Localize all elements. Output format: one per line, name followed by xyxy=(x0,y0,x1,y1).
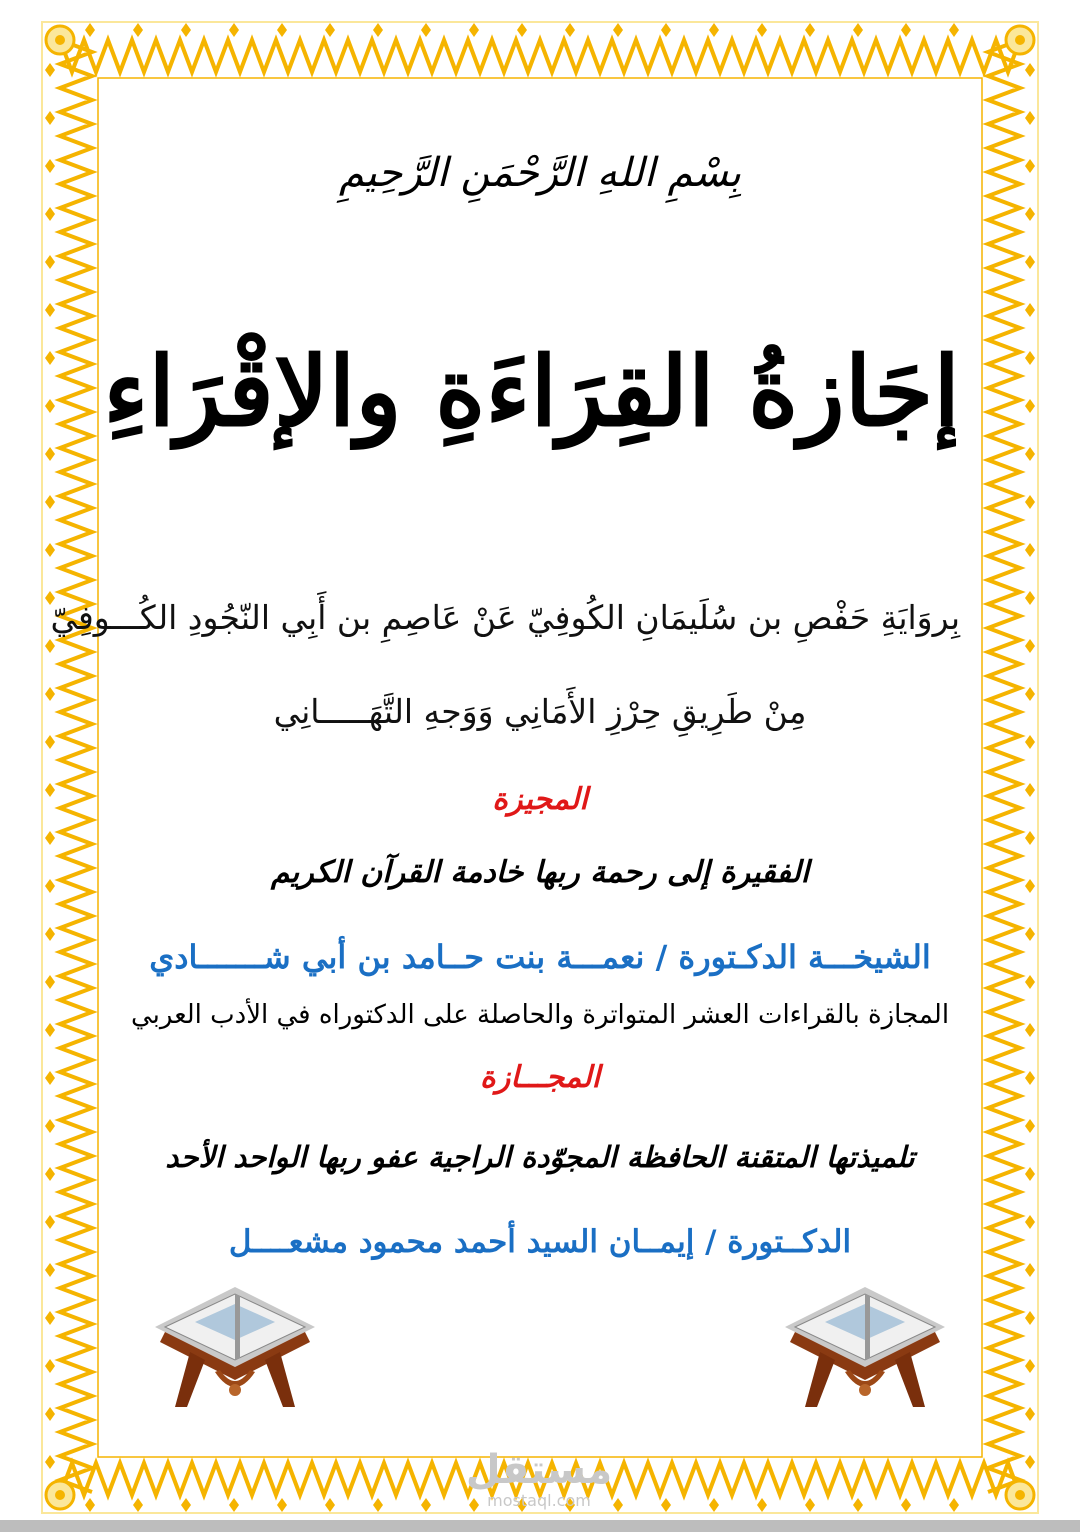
recipient-name: الدكــتورة / إيمــان السيد أحمد محمود مشعــــل xyxy=(228,1224,852,1260)
mujaza-label: المجـــازة xyxy=(480,1060,600,1095)
basmala: بِسْمِ اللهِ الرَّحْمَنِ الرَّحِيمِ xyxy=(338,150,742,196)
grantor-qualification: المجازة بالقراءات العشر المتواترة والحاصلة على الدكتوراه في الأدب العربي xyxy=(130,1000,950,1030)
certificate-title: إجَازةُ القِرَاءَةِ والإقْرَاءِ xyxy=(103,335,960,448)
watermark xyxy=(464,1448,614,1510)
watermark-arabic: مستقل xyxy=(465,1447,613,1493)
tariq-line: مِنْ طَرِيقِ حِرْزِ الأَمَانِي وَوَجهِ التَّهَـــــانِي xyxy=(273,692,807,731)
bottom-bar xyxy=(0,1520,1080,1532)
quran-stand-icon xyxy=(135,1272,335,1412)
quran-stand-icon xyxy=(765,1272,965,1412)
grantor-name: الشيخـــة الدكـتورة / نعمـــة بنت حــامد بن أبي شـــــــادي xyxy=(149,938,931,976)
riwaya-line: بِروَايَةِ حَفْصِ بن سُلَيمَانِ الكُوفِيّ عَنْ عَاصِمِ بن أَبِي النّجُودِ الكُـــوفِيّ xyxy=(50,598,960,637)
grantor-description: الفقيرة إلى رحمة ربها خادمة القرآن الكريم xyxy=(270,855,810,890)
watermark-latin: mostaql.com xyxy=(487,1491,591,1510)
mujiza-label: المجيزة xyxy=(492,782,588,817)
recipient-description: تلميذتها المتقنة الحافظة المجوّدة الراجية عفو ربها الواحد الأحد xyxy=(165,1140,915,1174)
